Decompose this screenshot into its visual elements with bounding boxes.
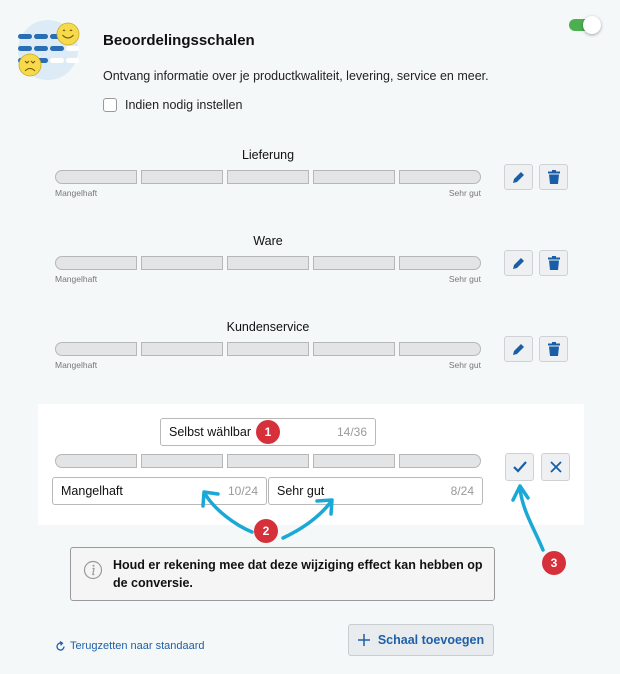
page-description: Ontvang informatie over je productkwaliteit, levering, service en meer. [103,69,489,83]
happy-face-icon [57,23,79,45]
pencil-icon [512,170,526,184]
scale-bar [55,256,481,270]
low-label-input[interactable] [52,477,267,505]
reset-to-default-link[interactable] [55,640,205,652]
plus-icon [358,634,370,646]
scale-segment [141,170,223,184]
scale-bar [55,454,481,468]
scale-name: Lieferung [241,148,295,162]
scale-segment [55,256,137,270]
edit-scale-button[interactable] [504,164,533,190]
scale-segment [227,170,309,184]
scale-segment [313,454,395,468]
scale-segment [55,342,137,356]
scale-bar [55,342,481,356]
pencil-icon [512,342,526,356]
setup-if-needed-checkbox[interactable] [103,98,117,112]
delete-scale-button[interactable] [539,164,568,190]
scale-high-label: Sehr gut [448,360,481,370]
low-label-char-count: 10/24 [227,484,258,498]
scale-segment [141,256,223,270]
high-label-char-count: 8/24 [450,484,474,498]
annotation-badge-3: 3 [542,551,566,575]
scale-segment [141,342,223,356]
pencil-icon [512,256,526,270]
scale-high-label: Sehr gut [448,274,481,284]
setup-if-needed-checkbox-row[interactable] [103,98,242,112]
scale-name-char-count: 14/36 [336,425,367,439]
trash-icon [548,170,560,184]
delete-scale-button[interactable] [539,250,568,276]
edit-scale-button[interactable] [504,336,533,362]
scale-segment [227,256,309,270]
page-title: Beoordelingsschalen [103,32,255,49]
scale-segment [399,256,481,270]
checkmark-icon [513,461,527,473]
refresh-icon [55,641,66,652]
scale-segment [313,342,395,356]
scale-segment [313,170,395,184]
conversion-notice [70,547,495,601]
scale-name: Ware [253,234,283,248]
add-scale-button[interactable] [348,624,494,656]
trash-icon [548,342,560,356]
rating-scales-illustration [14,18,82,82]
scale-segment [55,454,137,468]
scale-low-label: Mangelhaft [55,188,98,198]
add-scale-label: Schaal toevoegen [377,633,485,647]
close-icon [550,461,562,473]
scale-high-label: Sehr gut [448,188,481,198]
scale-low-label: Mangelhaft [55,274,98,284]
setup-if-needed-label: Indien nodig instellen [125,98,243,112]
toggle-knob [583,16,601,34]
high-label-input-value: Sehr gut [277,484,325,498]
high-label-input[interactable] [268,477,483,505]
scale-segment [227,454,309,468]
scale-segment [141,454,223,468]
delete-scale-button[interactable] [539,336,568,362]
low-label-input-value: Mangelhaft [61,484,123,498]
scale-bar [55,170,481,184]
edit-scale-bar [55,448,481,468]
reset-label: Terugzetten naar standaard [70,640,205,652]
annotation-badge-1: 1 [256,420,280,444]
trash-icon [548,256,560,270]
scale-segment [399,454,481,468]
scale-low-label: Mangelhaft [55,360,98,370]
scale-segment [55,170,137,184]
scale-segment [227,342,309,356]
scale-name: Kundenservice [226,320,310,334]
scale-kundenservice [55,320,481,370]
notice-text: Houd er rekening mee dat deze wijziging effect kan hebben op de conversie. [113,558,483,590]
scale-name-input-value: Selbst wählbar [169,425,251,439]
scale-segment [313,256,395,270]
scale-ware [55,234,481,284]
annotation-badge-2: 2 [254,519,278,543]
cancel-button[interactable] [541,453,570,481]
sad-face-icon [19,54,41,76]
confirm-button[interactable] [505,453,534,481]
info-icon [83,560,103,580]
scale-segment [399,170,481,184]
scale-segment [399,342,481,356]
scale-lieferung [55,148,481,198]
feature-toggle[interactable] [569,15,603,35]
edit-scale-button[interactable] [504,250,533,276]
